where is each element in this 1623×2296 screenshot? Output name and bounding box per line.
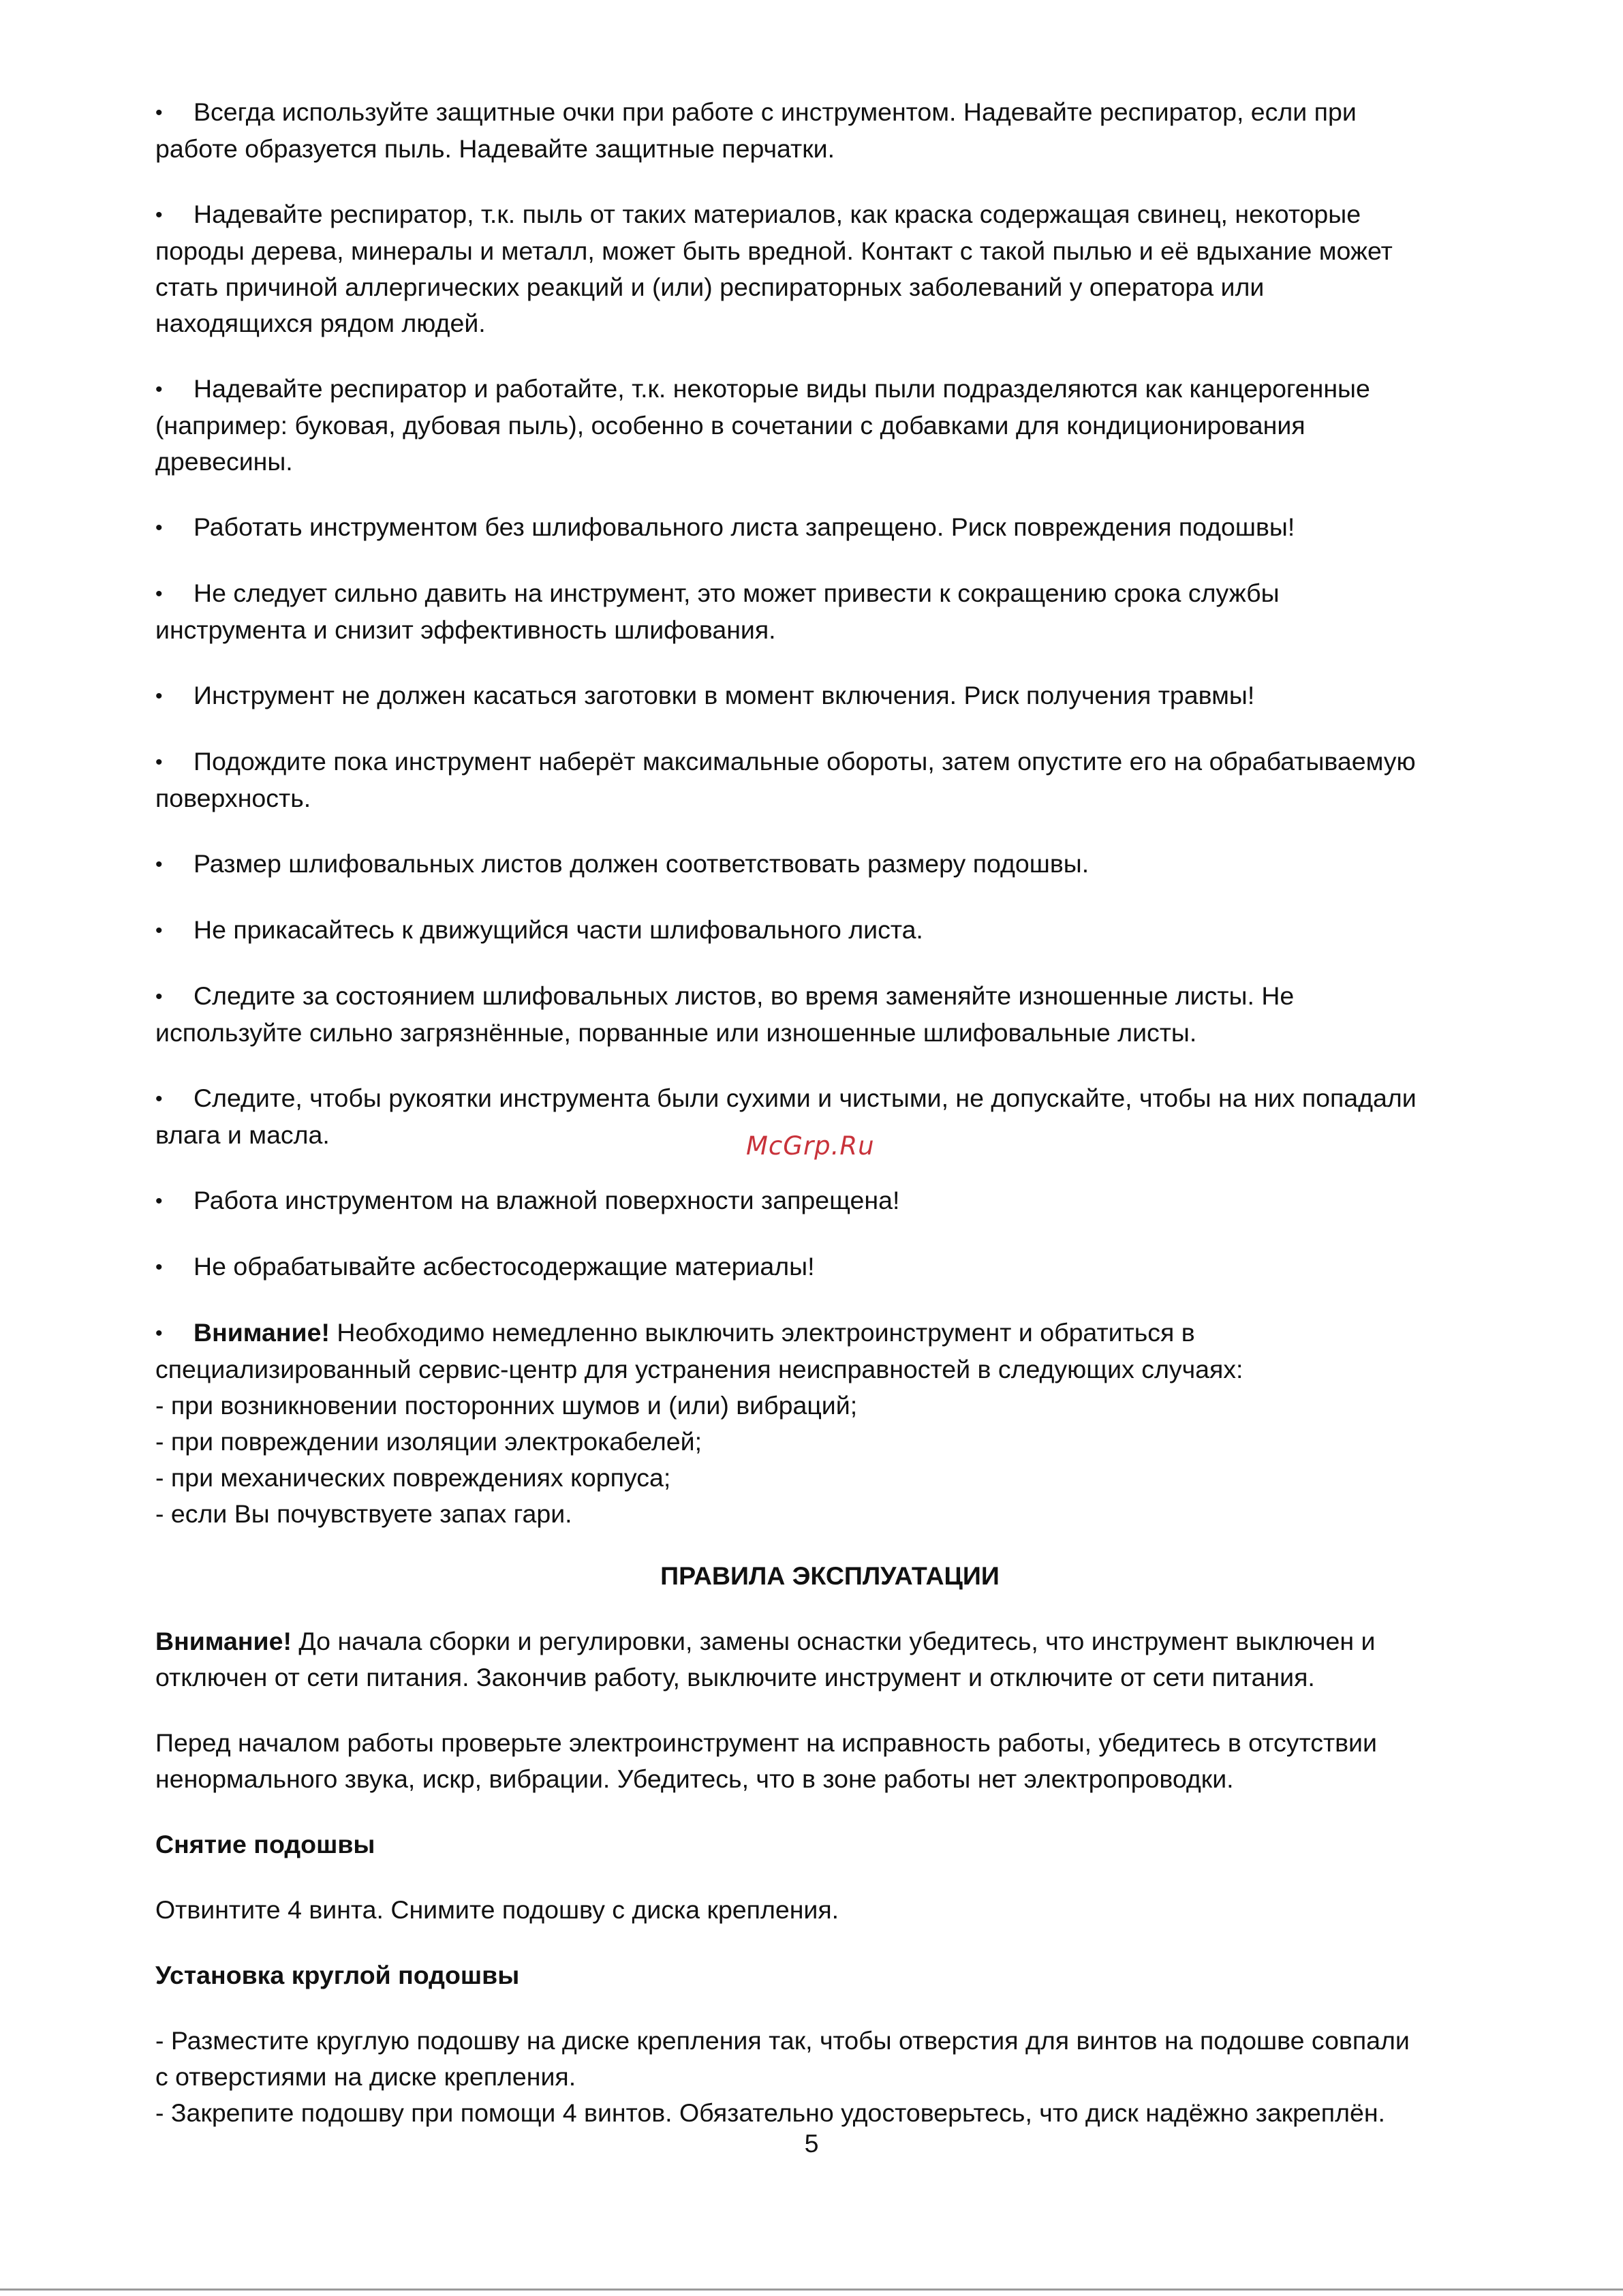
attention-label: Внимание! xyxy=(155,1627,292,1655)
bullet-icon: • xyxy=(155,204,163,226)
bullet-text-line: инструмента и снизит эффективность шлифования. xyxy=(155,615,776,644)
document-page xyxy=(155,94,1504,2160)
bullet-text-line: Необходимо немедленно выключить электроинструмент и обратиться в xyxy=(329,1318,1195,1347)
bullet-item xyxy=(155,846,1504,883)
bullet-icon: • xyxy=(155,1256,163,1279)
bullet-text-line: влага и масла. xyxy=(155,1120,330,1149)
page-bottom-divider xyxy=(0,2289,1623,2291)
bullet-icon: • xyxy=(155,985,163,1008)
attention-text-line-2: отключен от сети питания. Закончив работу, выключите инструмент и отключите от сети питания. xyxy=(155,1663,1315,1692)
safety-bullet-list xyxy=(155,94,1504,1532)
bullet-item xyxy=(155,1182,1504,1219)
bullet-text-line: Подождите пока инструмент наберёт максимальные обороты, затем опустите его на обрабатываемую xyxy=(194,747,1416,776)
bullet-icon: • xyxy=(155,517,163,539)
install-text-line-3: - Закрепите подошву при помощи 4 винтов. Обязательно удостоверьтесь, что диск надёжно закреплён. xyxy=(155,2098,1385,2127)
bullet-text-line: породы дерева, минералы и металл, может быть вредной. Контакт с такой пылью и её вдыхание может xyxy=(155,236,1393,265)
bullet-text-line: Инструмент не должен касаться заготовки в момент включения. Риск получения травмы! xyxy=(194,681,1255,709)
bullet-text-line: Не обрабатывайте асбестосодержащие материалы! xyxy=(194,1252,815,1281)
bullet-text-line: Не следует сильно давить на инструмент, это может привести к сокращению срока службы xyxy=(194,579,1280,607)
bullet-text-line: специализированный сервис-центр для устранения неисправностей в следующих случаях: xyxy=(155,1355,1243,1383)
attention-paragraph xyxy=(155,1623,1504,1696)
bullet-icon: • xyxy=(155,378,163,401)
bullet-icon: • xyxy=(155,1322,163,1345)
attention-text-line-1: До начала сборки и регулировки, замены оснастки убедитесь, что инструмент выключен и xyxy=(291,1627,1376,1655)
bullet-icon: • xyxy=(155,1190,163,1212)
watermark: McGrp.Ru xyxy=(746,1131,875,1161)
page-number: 5 xyxy=(804,2129,819,2158)
bullet-text-line: Размер шлифовальных листов должен соответствовать размеру подошвы. xyxy=(194,849,1089,878)
bullet-item xyxy=(155,912,1504,949)
bullet-text-line: поверхность. xyxy=(155,784,311,812)
bullet-icon: • xyxy=(155,685,163,707)
bullet-text-line: используйте сильно загрязнённые, порванные или изношенные шлифовальные листы. xyxy=(155,1018,1197,1047)
bullet-icon: • xyxy=(155,751,163,774)
bullet-item xyxy=(155,677,1504,714)
bullet-item xyxy=(155,94,1504,167)
check-text-line-2: ненормального звука, искр, вибрации. Убедитесь, что в зоне работы нет электропроводки. xyxy=(155,1764,1234,1793)
bullet-item xyxy=(155,978,1504,1051)
bullet-item xyxy=(155,1249,1504,1285)
bullet-text-line: Надевайте респиратор и работайте, т.к. некоторые виды пыли подразделяются как канцерогенные xyxy=(194,374,1370,403)
bullet-text-line: - если Вы почувствуете запах гари. xyxy=(155,1499,572,1528)
bullet-text-line: - при возникновении посторонних шумов и (или) вибраций; xyxy=(155,1391,858,1420)
bullet-text-line: Всегда используйте защитные очки при работе с инструментом. Надевайте респиратор, если при xyxy=(194,97,1357,126)
check-text-line-1: Перед началом работы проверьте электроинструмент на исправность работы, убедитесь в отсутствии xyxy=(155,1728,1377,1757)
bullet-text-line: Следите за состоянием шлифовальных листов, во время заменяйте изношенные листы. Не xyxy=(194,981,1295,1010)
bullet-text-line: Надевайте респиратор, т.к. пыль от таких материалов, как краска содержащая свинец, некоторые xyxy=(194,200,1361,228)
bullet-text-line: - при механических повреждениях корпуса; xyxy=(155,1463,671,1492)
bullet-item xyxy=(155,509,1504,546)
bullet-text-line: древесины. xyxy=(155,447,293,476)
bullet-text-line: Следите, чтобы рукоятки инструмента были сухими и чистыми, не допускайте, чтобы на них попадали xyxy=(194,1084,1417,1112)
install-heading: Установка круглой подошвы xyxy=(155,1961,520,1989)
bullet-text-line: Не прикасайтесь к движущийся части шлифовального листа. xyxy=(194,915,923,944)
bullet-text-line: - при повреждении изоляции электрокабелей; xyxy=(155,1427,702,1456)
bullet-icon: • xyxy=(155,583,163,605)
install-text-line-1: - Разместите круглую подошву на диске крепления так, чтобы отверстия для винтов на подошве совпали xyxy=(155,2026,1410,2055)
bullet-item xyxy=(155,575,1504,648)
section-title: ПРАВИЛА ЭКСПЛУАТАЦИИ xyxy=(660,1561,1000,1590)
bullet-item xyxy=(155,1315,1504,1532)
bullet-item xyxy=(155,371,1504,480)
removal-text: Отвинтите 4 винта. Снимите подошву с диска крепления. xyxy=(155,1895,839,1924)
bullet-text-line: находящихся рядом людей. xyxy=(155,309,486,337)
removal-heading: Снятие подошвы xyxy=(155,1830,375,1858)
bullet-text-line: Работать инструментом без шлифовального листа запрещено. Риск повреждения подошвы! xyxy=(194,512,1295,541)
install-text-line-2: с отверстиями на диске крепления. xyxy=(155,2062,576,2091)
bullet-text-line: Работа инструментом на влажной поверхности запрещена! xyxy=(194,1186,900,1214)
install-paragraph xyxy=(155,2023,1504,2131)
bullet-text-line: (например: буковая, дубовая пыль), особенно в сочетании с добавками для кондиционирования xyxy=(155,411,1305,440)
bullet-item xyxy=(155,744,1504,816)
bullet-icon: • xyxy=(155,919,163,942)
bullet-text-line: работе образуется пыль. Надевайте защитные перчатки. xyxy=(155,134,835,163)
bullet-icon: • xyxy=(155,102,163,124)
bullet-icon: • xyxy=(155,853,163,876)
bullet-text-line: стать причиной аллергических реакций и (или) респираторных заболеваний у оператора или xyxy=(155,273,1265,301)
bullet-item xyxy=(155,196,1504,341)
bullet-icon: • xyxy=(155,1088,163,1110)
bullet-lead: Внимание! xyxy=(194,1318,330,1347)
check-paragraph xyxy=(155,1725,1504,1797)
